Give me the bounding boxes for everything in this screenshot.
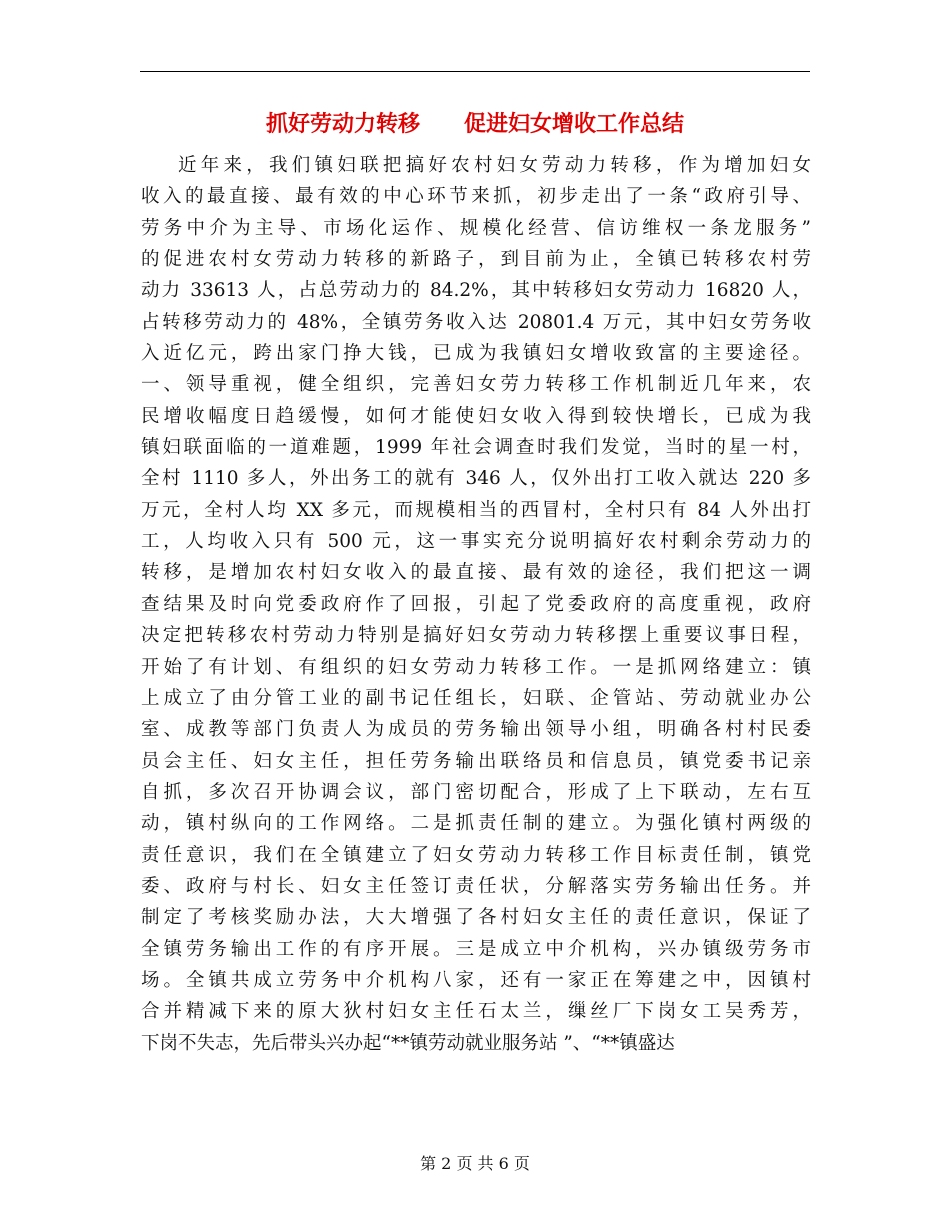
body-line: 全镇劳务输出工作的有序开展。三是成立中介机构，兴办镇级劳务市 bbox=[141, 938, 811, 960]
body-line: 入近亿元，跨出家门挣大钱，已成为我镇妇女增收致富的主要途径。 bbox=[141, 343, 811, 365]
body-line: 民增收幅度日趋缓慢，如何才能使妇女收入得到较快增长，已成为我 bbox=[141, 405, 811, 427]
header-rule bbox=[140, 71, 810, 72]
body-line: 下岗不失志，先后带头兴办起“**镇劳动就业服务站 ”、“**镇盛达 bbox=[141, 1032, 675, 1054]
body-line: 查结果及时向党委政府作了回报，引起了党委政府的高度重视，政府 bbox=[141, 593, 811, 615]
body-line: 万元，全村人均 XX 多元，而规模相当的西冒村，全村只有 84 人外出打 bbox=[141, 499, 811, 521]
body-line: 全村 1110 多人，外出务工的就有 346 人，仅外出打工收入就达 220 多 bbox=[141, 468, 811, 490]
document-body bbox=[141, 150, 811, 1059]
body-line: 责任意识，我们在全镇建立了妇女劳动力转移工作目标责任制，镇党 bbox=[141, 844, 811, 866]
body-line: 的促进农村女劳动力转移的新路子，到目前为止，全镇已转移农村劳 bbox=[141, 249, 811, 271]
body-line: 动力 33613 人，占总劳动力的 84.2%，其中转移妇女劳动力 16820 人， bbox=[141, 280, 811, 302]
body-line: 合并精减下来的原大狄村妇女主任石太兰，缫丝厂下岗女工吴秀芳， bbox=[141, 1001, 811, 1023]
body-line: 工，人均收入只有 500 元，这一事实充分说明搞好农村剩余劳动力的 bbox=[141, 531, 811, 553]
body-line: 镇妇联面临的一道难题，1999 年社会调查时我们发觉，当时的星一村， bbox=[141, 437, 811, 459]
body-line: 自抓，多次召开协调会议，部门密切配合，形成了上下联动，左右互 bbox=[141, 781, 811, 803]
body-line: 场。全镇共成立劳务中介机构八家，还有一家正在筹建之中，因镇村 bbox=[141, 969, 811, 991]
body-line: 一、领导重视，健全组织，完善妇女劳力转移工作机制近几年来，农 bbox=[141, 374, 811, 396]
page-number: 第 2 页 共 6 页 bbox=[420, 1154, 530, 1173]
body-line: 员会主任、妇女主任，担任劳务输出联络员和信息员，镇党委书记亲 bbox=[141, 750, 811, 772]
body-line: 转移，是增加农村妇女收入的最直接、最有效的途径，我们把这一调 bbox=[141, 562, 811, 584]
body-line: 动，镇村纵向的工作网络。二是抓责任制的建立。为强化镇村两级的 bbox=[141, 813, 811, 835]
body-line: 收入的最直接、最有效的中心环节来抓，初步走出了一条“政府引导、 bbox=[141, 186, 811, 208]
body-line: 决定把转移农村劳动力特别是搞好妇女劳动力转移摆上重要议事日程， bbox=[141, 625, 811, 647]
body-line: 劳务中介为主导、市场化运作、规模化经营、信访维权一条龙服务” bbox=[141, 217, 811, 239]
body-line: 开始了有计划、有组织的妇女劳动力转移工作。一是抓网络建立：镇 bbox=[141, 656, 811, 678]
body-line: 占转移劳动力的 48%，全镇劳务收入达 20801.4 万元，其中妇女劳务收 bbox=[141, 311, 811, 333]
document-title: 抓好劳动力转移 促进妇女增收工作总结 bbox=[265, 112, 684, 137]
body-line: 室、成教等部门负责人为成员的劳务输出领导小组，明确各村村民委 bbox=[141, 719, 811, 741]
body-line: 近年来，我们镇妇联把搞好农村妇女劳动力转移，作为增加妇女 bbox=[178, 155, 811, 176]
body-line: 委、政府与村长、妇女主任签订责任状，分解落实劳务输出任务。并 bbox=[141, 875, 811, 897]
body-line: 制定了考核奖励办法，大大增强了各村妇女主任的责任意识，保证了 bbox=[141, 907, 811, 929]
body-line: 上成立了由分管工业的副书记任组长，妇联、企管站、劳动就业办公 bbox=[141, 687, 811, 709]
